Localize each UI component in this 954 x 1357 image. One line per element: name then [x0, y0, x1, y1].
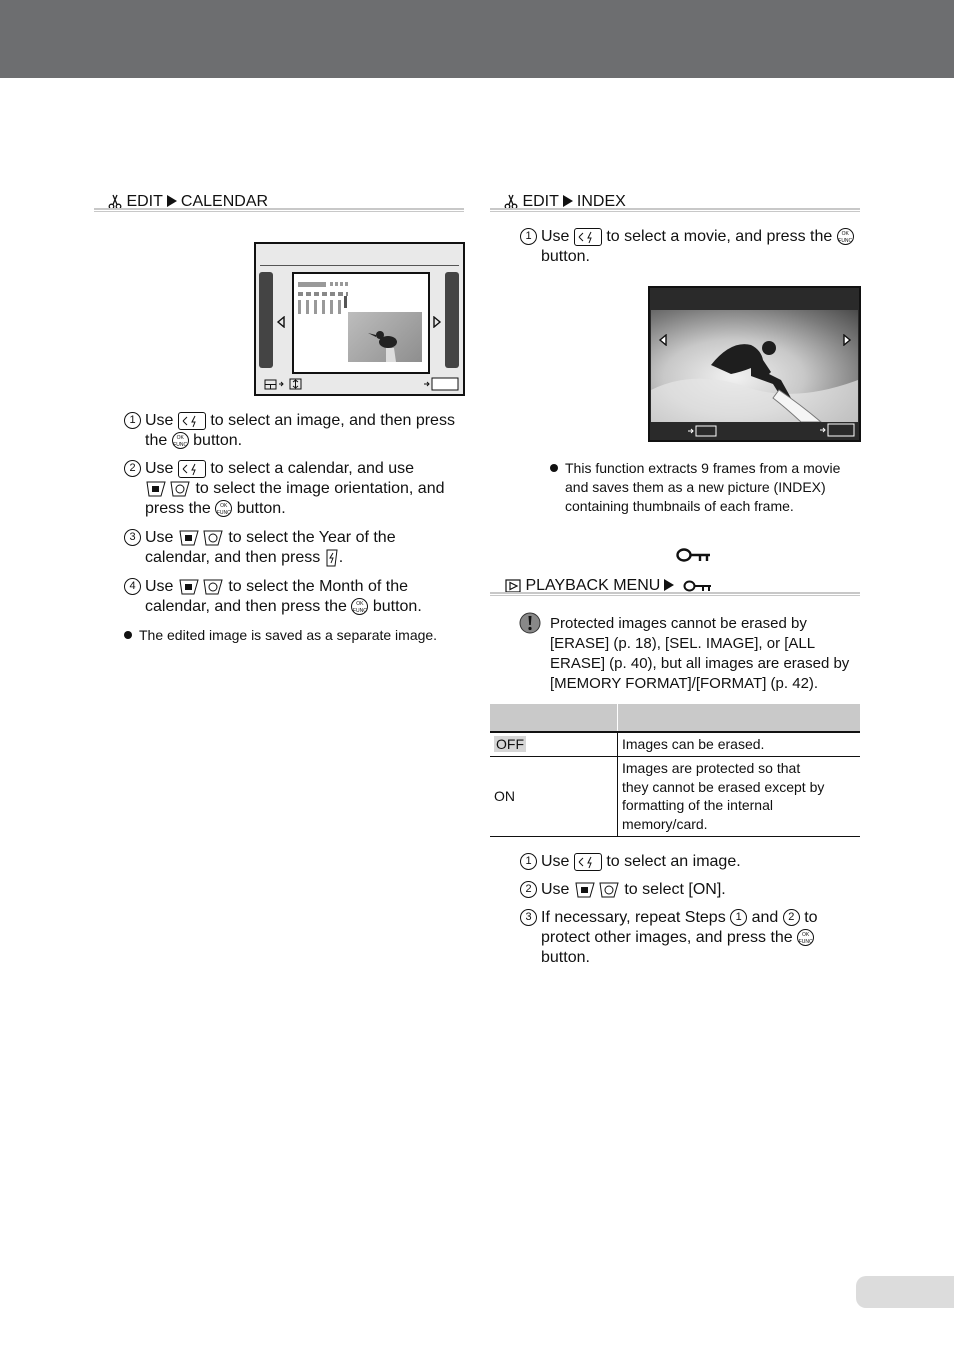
- option-description: Images are protected so that they cannot be erased except by formatting of the internal memory/card.: [622, 760, 825, 832]
- option-off: OFF: [496, 736, 524, 753]
- ok-func-button-icon: OK FUNC: [797, 929, 814, 946]
- step-number: 3: [124, 529, 141, 546]
- option-description: Images can be erased.: [622, 736, 765, 753]
- calendar-label: CALENDAR: [180, 193, 269, 210]
- arrow-pad-up-down-icon: [178, 578, 224, 596]
- caution-icon: [519, 612, 541, 634]
- layout-icon: [264, 378, 306, 390]
- right-index-note: This function extracts 9 frames from a movie and saves them as a new picture (INDEX) containing thumbnails of each frame.: [550, 459, 855, 516]
- arrow-right-icon: [842, 334, 852, 346]
- section-rule: [94, 208, 464, 212]
- step-number: 3: [520, 909, 537, 926]
- step-number: 4: [124, 578, 141, 595]
- section-rule: [490, 208, 860, 212]
- option-on: ON: [490, 756, 618, 836]
- index-label: INDEX: [576, 193, 626, 210]
- table-header: [490, 704, 618, 732]
- table-row: [490, 756, 860, 836]
- ok-func-button-icon: OK FUNC: [172, 432, 189, 449]
- page-number-tab: [856, 1276, 954, 1308]
- step-number: 1: [520, 853, 537, 870]
- step-number: 1: [124, 412, 141, 429]
- caution-text: Protected images cannot be erased by [ERASE] (p. 18), [SEL. IMAGE], or [ALL ERASE] (p. 40), but all images are erased by [MEMORY FORMAT]/[FORMAT] (p. 42).: [550, 615, 850, 692]
- step-number: 1: [520, 228, 537, 245]
- left-step-2: 2 Use to select a calendar, and use to select the image orientation, and press the OK FUNC button.: [124, 459, 464, 519]
- arrow-right-button-icon: [325, 549, 339, 567]
- top-header-bar: [0, 0, 954, 78]
- table-row: [490, 732, 860, 756]
- step-ref-number: 2: [783, 909, 800, 926]
- edit-label: EDIT: [126, 193, 163, 210]
- right-protect-step-2: 2 Use to select [ON].: [520, 880, 860, 900]
- arrow-pad-left-right-icon: [178, 460, 206, 478]
- step-ref-number: 1: [730, 909, 747, 926]
- protect-key-icon: [676, 546, 712, 564]
- section-rule: [490, 592, 860, 596]
- arrow-left-icon: [276, 316, 286, 328]
- arrow-pad-left-right-icon: [574, 853, 602, 871]
- bullet-icon: [550, 464, 558, 472]
- arrow-right-icon: [167, 195, 177, 207]
- left-step-1: 1 Use to select an image, and then press the OK FUNC button.: [124, 411, 464, 451]
- bird-photo: [348, 312, 422, 362]
- left-step-4: 4 Use to select the Month of the calendar, and then press the OK FUNC button.: [124, 577, 464, 617]
- left-step-3: 3 Use to select the Year of the calendar, and then press .: [124, 528, 464, 568]
- ok-func-button-icon: OK FUNC: [351, 598, 368, 615]
- arrow-right-icon: [664, 579, 674, 591]
- step-number: 2: [124, 460, 141, 477]
- arrow-pad-up-down-icon: [178, 529, 224, 547]
- arrow-pad-left-right-icon: [574, 228, 602, 246]
- playback-icon: [505, 579, 521, 593]
- arrow-pad-up-down-icon: [574, 881, 620, 899]
- right-index-step-1: 1 Use to select a movie, and press the OK FUNC button.: [520, 227, 860, 267]
- ok-func-button-icon: OK FUNC: [837, 228, 854, 245]
- calendar-preview: [292, 272, 430, 374]
- protect-key-icon: [683, 579, 713, 593]
- left-note: The edited image is saved as a separate image.: [124, 626, 464, 645]
- arrow-right-icon: [563, 195, 573, 207]
- protect-options-table: [490, 704, 860, 837]
- arrow-left-icon: [658, 334, 668, 346]
- ok-func-button-icon: OK FUNC: [215, 500, 232, 517]
- arrow-pad-left-right-icon: [178, 412, 206, 430]
- playback-menu-label: PLAYBACK MENU: [525, 577, 661, 594]
- movie-screen-illustration: [648, 286, 861, 442]
- table-header: [618, 704, 861, 732]
- play-button-icon: [688, 424, 718, 438]
- arrow-right-icon: [432, 316, 442, 328]
- surfer-photo: [651, 310, 858, 422]
- right-protect-step-1: 1 Use to select an image.: [520, 852, 860, 872]
- step-number: 2: [520, 881, 537, 898]
- calendar-screen-illustration: [254, 242, 465, 396]
- edit-label: EDIT: [522, 193, 559, 210]
- bullet-icon: [124, 631, 132, 639]
- set-button-icon: [424, 377, 460, 391]
- arrow-pad-up-down-icon: [145, 480, 191, 498]
- right-protect-step-3: 3 If necessary, repeat Steps 1 and 2 to protect other images, and press the OK FUNC button.: [520, 908, 860, 968]
- set-button-icon: [820, 423, 856, 437]
